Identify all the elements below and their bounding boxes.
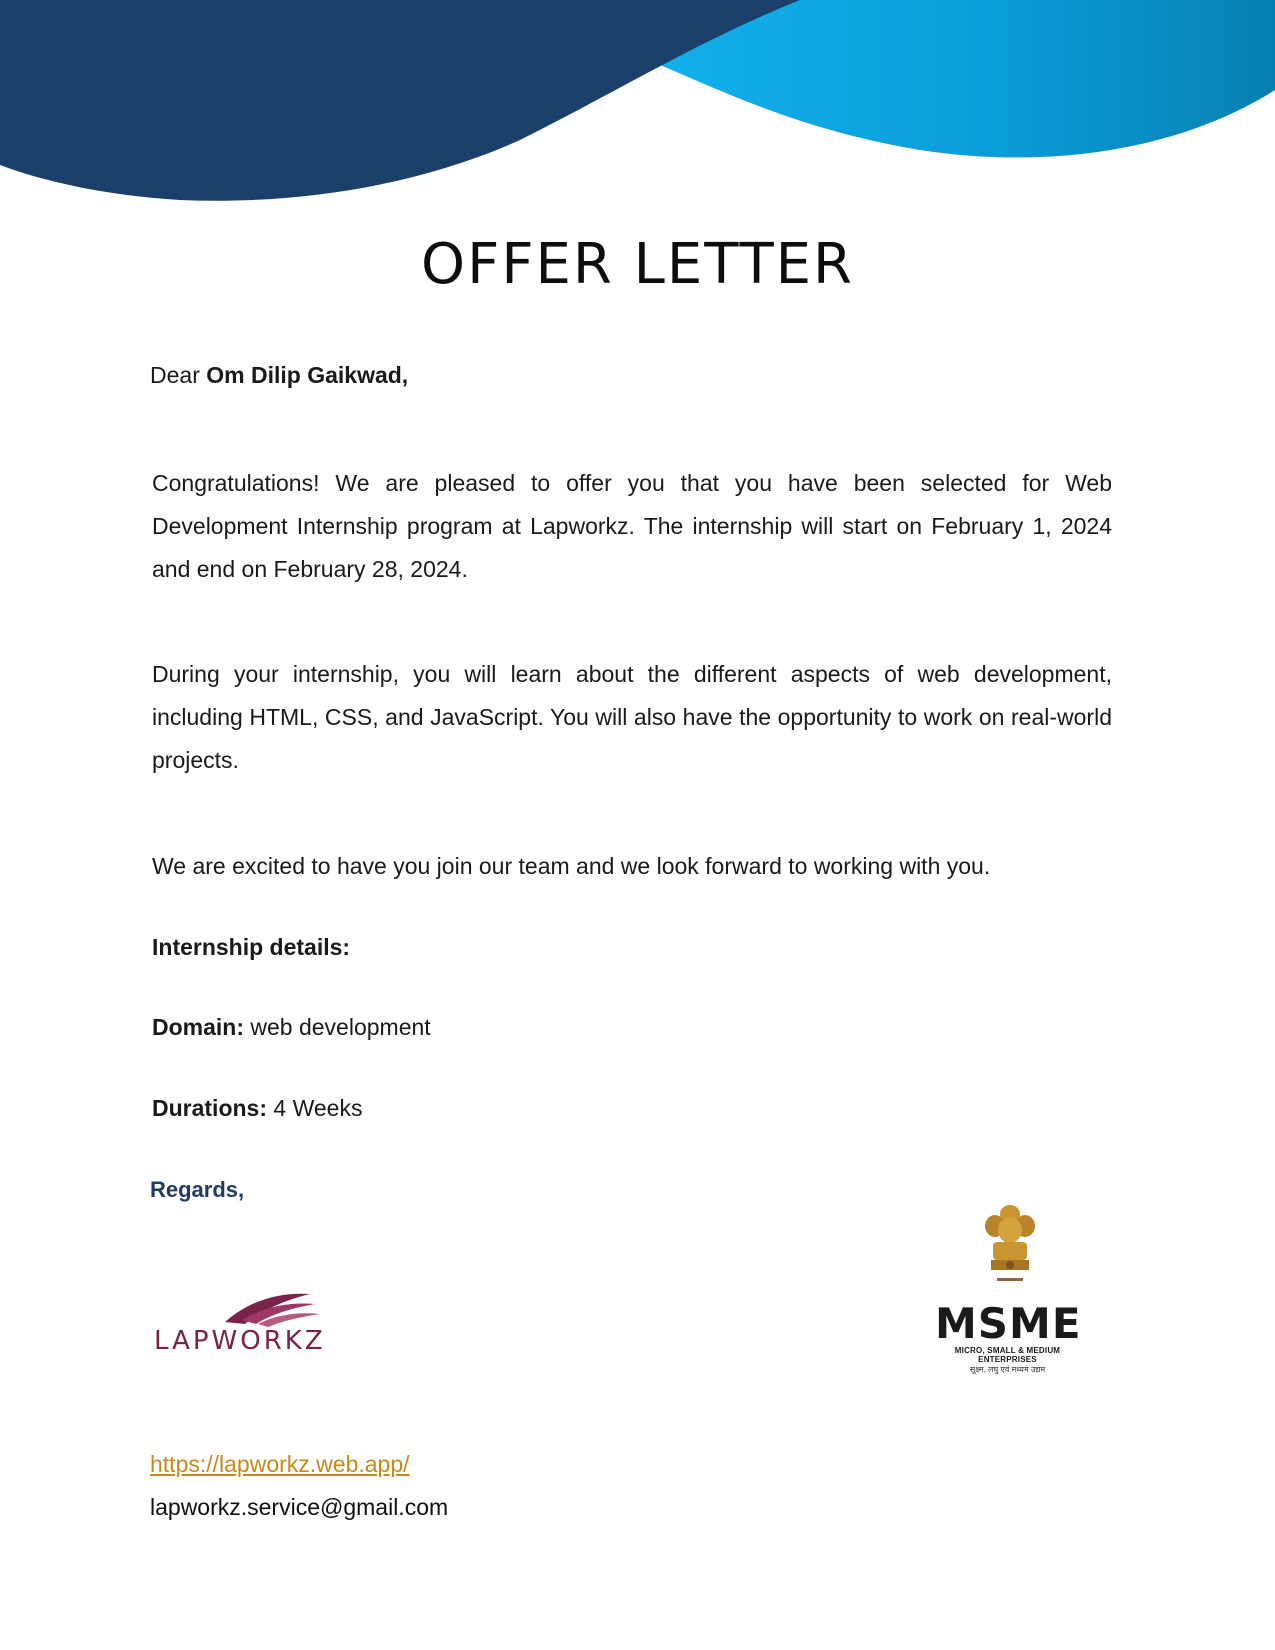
paragraph-learning: During your internship, you will learn about the different aspects of web development, including HTML, CSS, and JavaScript. You will also have the opportunity to work on real-world projects. xyxy=(152,661,1112,773)
recipient-name: Om Dilip Gaikwad, xyxy=(206,362,409,388)
salutation xyxy=(150,362,408,389)
salutation-prefix: Dear xyxy=(150,362,200,388)
domain-label: Domain: xyxy=(152,1014,244,1040)
paragraph-congratulations: Congratulations! We are pleased to offer you that you have been selected for Web Development Internship program at Lapworkz. The internship will start on February 1, 2024 and end on February 28, 2024. xyxy=(152,470,1112,582)
internship-details-heading: Internship details: xyxy=(152,934,351,960)
duration-value: 4 Weeks xyxy=(273,1095,363,1121)
website-link[interactable]: https://lapworkz.web.app/ xyxy=(150,1451,410,1477)
lapworkz-logo-text: LAPWORKZ xyxy=(154,1326,326,1356)
domain-value: web development xyxy=(250,1014,431,1040)
header-wave-decoration xyxy=(0,0,1275,220)
national-emblem-icon xyxy=(975,1200,1045,1300)
page-title: OFFER LETTER xyxy=(421,232,854,297)
msme-logo-hindi: सूक्ष्म, लघु एवं मध्यम उद्यम xyxy=(969,1365,1046,1374)
wing-icon xyxy=(150,1290,330,1330)
closing-regards: Regards, xyxy=(150,1177,245,1202)
lapworkz-logo xyxy=(150,1290,330,1360)
paragraph-welcome: We are excited to have you join our team and we look forward to working with you. xyxy=(152,853,991,879)
msme-logo xyxy=(935,1299,1082,1374)
contact-email: lapworkz.service@gmail.com xyxy=(150,1494,449,1520)
duration-line xyxy=(152,1095,362,1122)
msme-logo-word: MSME xyxy=(935,1299,1082,1348)
duration-label: Durations: xyxy=(152,1095,267,1121)
msme-logo-subtitle: MICRO, SMALL & MEDIUM ENTERPRISES xyxy=(954,1346,1061,1364)
domain-line xyxy=(152,1014,431,1041)
